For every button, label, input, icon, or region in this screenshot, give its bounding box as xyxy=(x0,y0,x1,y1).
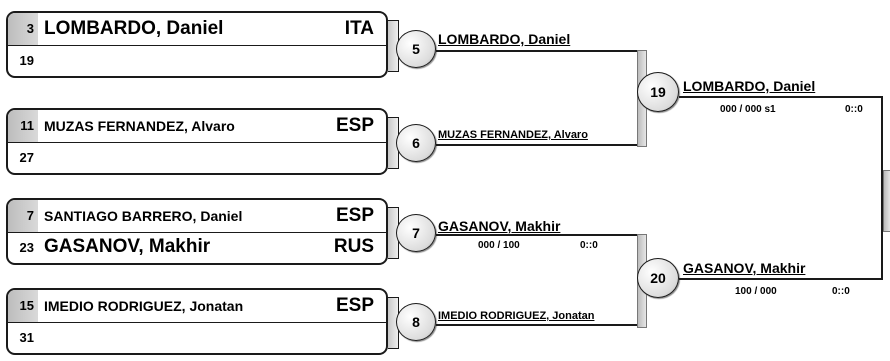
athlete-name: MUZAS FERNANDEZ, Alvaro xyxy=(44,117,235,134)
round2-winner: GASANOV, Makhir xyxy=(438,218,561,234)
seed-number: 7 xyxy=(8,200,38,232)
seed-number: 3 xyxy=(8,13,38,45)
athlete-nation: RUS xyxy=(333,236,374,258)
match-score: 000 / 100 xyxy=(478,240,520,251)
match-time: 0::0 xyxy=(580,240,598,251)
athlete-name: IMEDIO RODRIGUEZ, Jonatan xyxy=(44,297,244,314)
match-number-badge: 8 xyxy=(396,303,436,341)
match-number-badge: 20 xyxy=(637,258,679,298)
bracket-line xyxy=(436,324,639,326)
athlete-nation: ITA xyxy=(344,17,374,39)
seed-number: 27 xyxy=(19,149,34,165)
match-connector-bar xyxy=(883,170,890,232)
match-number-badge: 5 xyxy=(396,30,436,68)
athlete-name: LOMBARDO, Daniel xyxy=(44,17,224,39)
match-number-badge: 19 xyxy=(637,72,679,112)
seed-number: 23 xyxy=(19,239,34,255)
bout-box xyxy=(6,108,388,175)
match-score: 100 / 000 xyxy=(735,286,777,297)
bout-box xyxy=(6,288,388,355)
round3-winner: LOMBARDO, Daniel xyxy=(683,78,816,94)
bracket-line xyxy=(436,234,639,236)
divider xyxy=(8,322,386,323)
match-score: 000 / 000 s1 xyxy=(720,104,776,115)
bracket-line xyxy=(679,96,883,98)
match-number-badge: 6 xyxy=(396,124,436,162)
match-time: 0::0 xyxy=(845,104,863,115)
match-time: 0::0 xyxy=(832,286,850,297)
athlete-name: SANTIAGO BARRERO, Daniel xyxy=(44,207,243,224)
bout-box xyxy=(6,198,388,265)
round2-winner: MUZAS FERNANDEZ, Alvaro xyxy=(438,129,588,141)
seed-number: 19 xyxy=(19,52,34,68)
seed-number: 11 xyxy=(8,110,38,142)
seed-number: 31 xyxy=(19,329,34,345)
bracket-line xyxy=(436,144,639,146)
divider xyxy=(8,45,386,46)
athlete-name: GASANOV, Makhir xyxy=(44,236,211,258)
round2-winner: LOMBARDO, Daniel xyxy=(438,31,571,47)
athlete-nation: ESP xyxy=(335,114,374,136)
athlete-nation: ESP xyxy=(335,204,374,226)
divider xyxy=(8,142,386,143)
round3-winner: GASANOV, Makhir xyxy=(683,260,806,276)
bracket-line xyxy=(436,50,639,52)
bout-box xyxy=(6,11,388,78)
round2-winner: IMEDIO RODRIGUEZ, Jonatan xyxy=(438,310,595,322)
bracket-line xyxy=(679,278,883,280)
athlete-nation: ESP xyxy=(335,294,374,316)
seed-number: 15 xyxy=(8,290,38,322)
match-number-badge: 7 xyxy=(396,214,436,252)
